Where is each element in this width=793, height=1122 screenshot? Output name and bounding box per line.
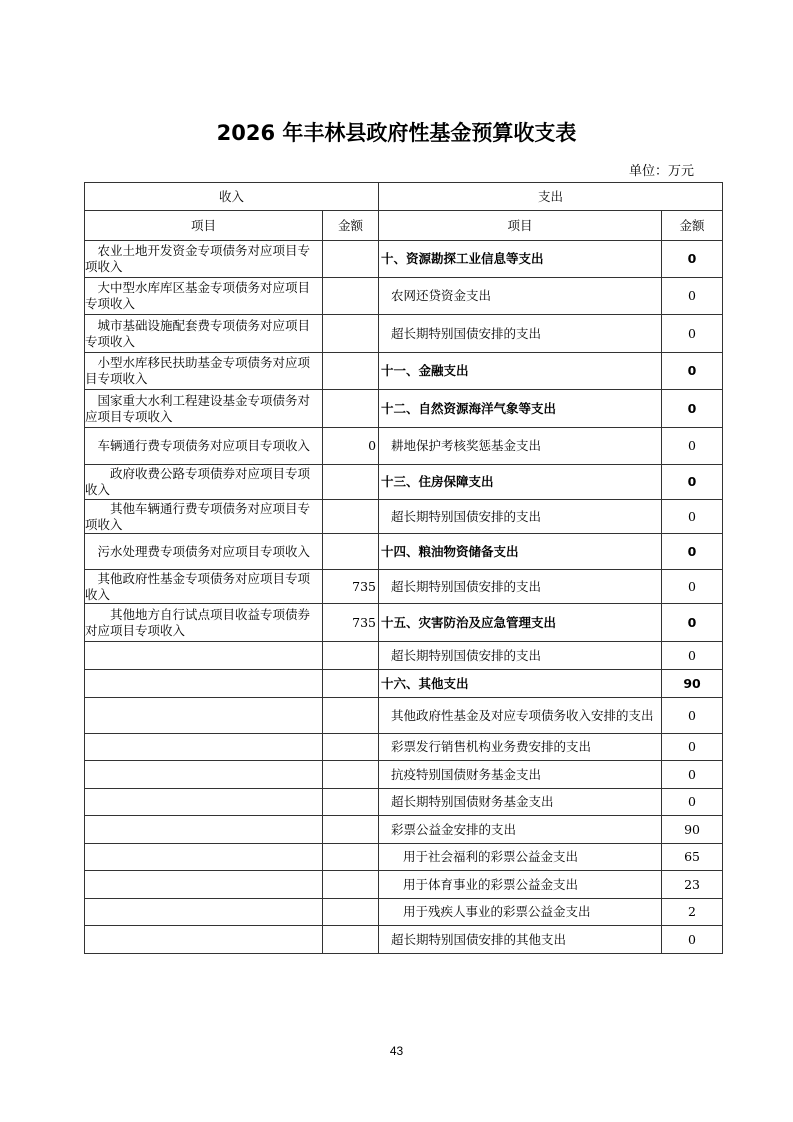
expense-item: 抗疫特别国债财务基金支出: [379, 761, 662, 789]
table-row: [85, 734, 723, 761]
income-item: 政府收费公路专项债券对应项目专项收入: [85, 465, 323, 500]
income-amount: [323, 642, 379, 670]
expense-item: 用于残疾人事业的彩票公益金支出: [379, 899, 662, 926]
table-row: [85, 642, 723, 670]
table-row: [85, 534, 723, 570]
expense-amount: 0: [662, 642, 723, 670]
expense-amount: 0: [662, 353, 723, 390]
expense-amount: 0: [662, 604, 723, 642]
expense-item: 用于体育事业的彩票公益金支出: [379, 871, 662, 899]
income-amount: [323, 734, 379, 761]
table-row: [85, 500, 723, 534]
income-amount: [323, 315, 379, 353]
expense-item: 超长期特别国债安排的支出: [379, 642, 662, 670]
expense-amount: 0: [662, 734, 723, 761]
expense-item: 用于社会福利的彩票公益金支出: [379, 844, 662, 871]
expense-amount: 0: [662, 390, 723, 428]
income-amount: [323, 670, 379, 698]
expense-amount-header: 金额: [662, 211, 723, 241]
income-amount: [323, 278, 379, 315]
income-amount: 735: [323, 570, 379, 604]
table-row: [85, 428, 723, 465]
expense-amount: 0: [662, 926, 723, 954]
expense-item: 十四、粮油物资储备支出: [379, 534, 662, 570]
expense-item: 超长期特别国债安排的其他支出: [379, 926, 662, 954]
income-item: [85, 734, 323, 761]
income-amount: [323, 761, 379, 789]
expense-amount: 0: [662, 315, 723, 353]
income-item: [85, 899, 323, 926]
income-amount: [323, 789, 379, 816]
expense-item: 彩票发行销售机构业务费安排的支出: [379, 734, 662, 761]
expense-item: 超长期特别国债安排的支出: [379, 315, 662, 353]
income-item: 污水处理费专项债务对应项目专项收入: [85, 534, 323, 570]
income-amount: [323, 500, 379, 534]
income-item: 大中型水库库区基金专项债务对应项目专项收入: [85, 278, 323, 315]
income-amount: [323, 816, 379, 844]
income-item: 农业土地开发资金专项债务对应项目专项收入: [85, 241, 323, 278]
income-item: 车辆通行费专项债务对应项目专项收入: [85, 428, 323, 465]
header-row-group: [85, 183, 723, 211]
income-amount: 0: [323, 428, 379, 465]
expense-amount: 0: [662, 570, 723, 604]
expense-amount: 0: [662, 534, 723, 570]
income-amount-header: 金额: [323, 211, 379, 241]
expense-item-header: 项目: [379, 211, 662, 241]
table-row: [85, 570, 723, 604]
header-row-columns: [85, 211, 723, 241]
expense-item: 超长期特别国债财务基金支出: [379, 789, 662, 816]
income-amount: [323, 871, 379, 899]
income-item: 小型水库移民扶助基金专项债务对应项目专项收入: [85, 353, 323, 390]
income-item: [85, 816, 323, 844]
expense-item: 超长期特别国债安排的支出: [379, 570, 662, 604]
income-item: [85, 871, 323, 899]
table-row: [85, 789, 723, 816]
income-amount: [323, 698, 379, 734]
income-amount: [323, 241, 379, 278]
income-amount: 735: [323, 604, 379, 642]
expense-amount: 2: [662, 899, 723, 926]
expense-item: 十二、自然资源海洋气象等支出: [379, 390, 662, 428]
expense-item: 十一、金融支出: [379, 353, 662, 390]
expense-amount: 0: [662, 789, 723, 816]
expense-amount: 0: [662, 278, 723, 315]
income-header: 收入: [85, 183, 379, 211]
income-item: [85, 670, 323, 698]
expense-item: 超长期特别国债安排的支出: [379, 500, 662, 534]
income-item: 其他地方自行试点项目收益专项债券对应项目专项收入: [85, 604, 323, 642]
page-number: 43: [389, 1044, 404, 1058]
expense-header: 支出: [379, 183, 723, 211]
expense-amount: 0: [662, 761, 723, 789]
income-amount: [323, 844, 379, 871]
income-amount: [323, 353, 379, 390]
page-title: 2026 年丰林县政府性基金预算收支表: [216, 121, 577, 145]
income-item: 城市基础设施配套费专项债务对应项目专项收入: [85, 315, 323, 353]
income-item: 国家重大水利工程建设基金专项债务对应项目专项收入: [85, 390, 323, 428]
expense-amount: 0: [662, 465, 723, 500]
expense-item: 耕地保护考核奖惩基金支出: [379, 428, 662, 465]
table-row: [85, 871, 723, 899]
expense-amount: 65: [662, 844, 723, 871]
unit-label: 单位：万元: [628, 164, 694, 179]
table-row: [85, 670, 723, 698]
table-row: [85, 604, 723, 642]
income-item: [85, 844, 323, 871]
expense-item: 十、资源勘探工业信息等支出: [379, 241, 662, 278]
table-row: [85, 390, 723, 428]
expense-amount: 23: [662, 871, 723, 899]
expense-item: 其他政府性基金及对应专项债务收入安排的支出: [379, 698, 662, 734]
income-item: [85, 761, 323, 789]
income-amount: [323, 926, 379, 954]
table-row: [85, 761, 723, 789]
expense-amount: 0: [662, 698, 723, 734]
expense-item: 十六、其他支出: [379, 670, 662, 698]
expense-item: 十三、住房保障支出: [379, 465, 662, 500]
expense-item: 彩票公益金安排的支出: [379, 816, 662, 844]
table-row: [85, 816, 723, 844]
income-item: [85, 926, 323, 954]
expense-item: 十五、灾害防治及应急管理支出: [379, 604, 662, 642]
income-amount: [323, 465, 379, 500]
expense-amount: 0: [662, 241, 723, 278]
table-row: [85, 899, 723, 926]
table-row: [85, 241, 723, 278]
income-amount: [323, 390, 379, 428]
table-row: [85, 315, 723, 353]
income-amount: [323, 534, 379, 570]
expense-amount: 90: [662, 670, 723, 698]
table-row: [85, 278, 723, 315]
table-row: [85, 844, 723, 871]
income-item: 其他政府性基金专项债务对应项目专项收入: [85, 570, 323, 604]
table-row: [85, 353, 723, 390]
expense-amount: 0: [662, 428, 723, 465]
table-row: [85, 465, 723, 500]
expense-amount: 90: [662, 816, 723, 844]
expense-item: 农网还贷资金支出: [379, 278, 662, 315]
income-item: [85, 789, 323, 816]
income-item: [85, 642, 323, 670]
income-item: 其他车辆通行费专项债务对应项目专项收入: [85, 500, 323, 534]
budget-table: [84, 182, 723, 954]
table-row: [85, 926, 723, 954]
income-item-header: 项目: [85, 211, 323, 241]
expense-amount: 0: [662, 500, 723, 534]
income-amount: [323, 899, 379, 926]
income-item: [85, 698, 323, 734]
table-row: [85, 698, 723, 734]
